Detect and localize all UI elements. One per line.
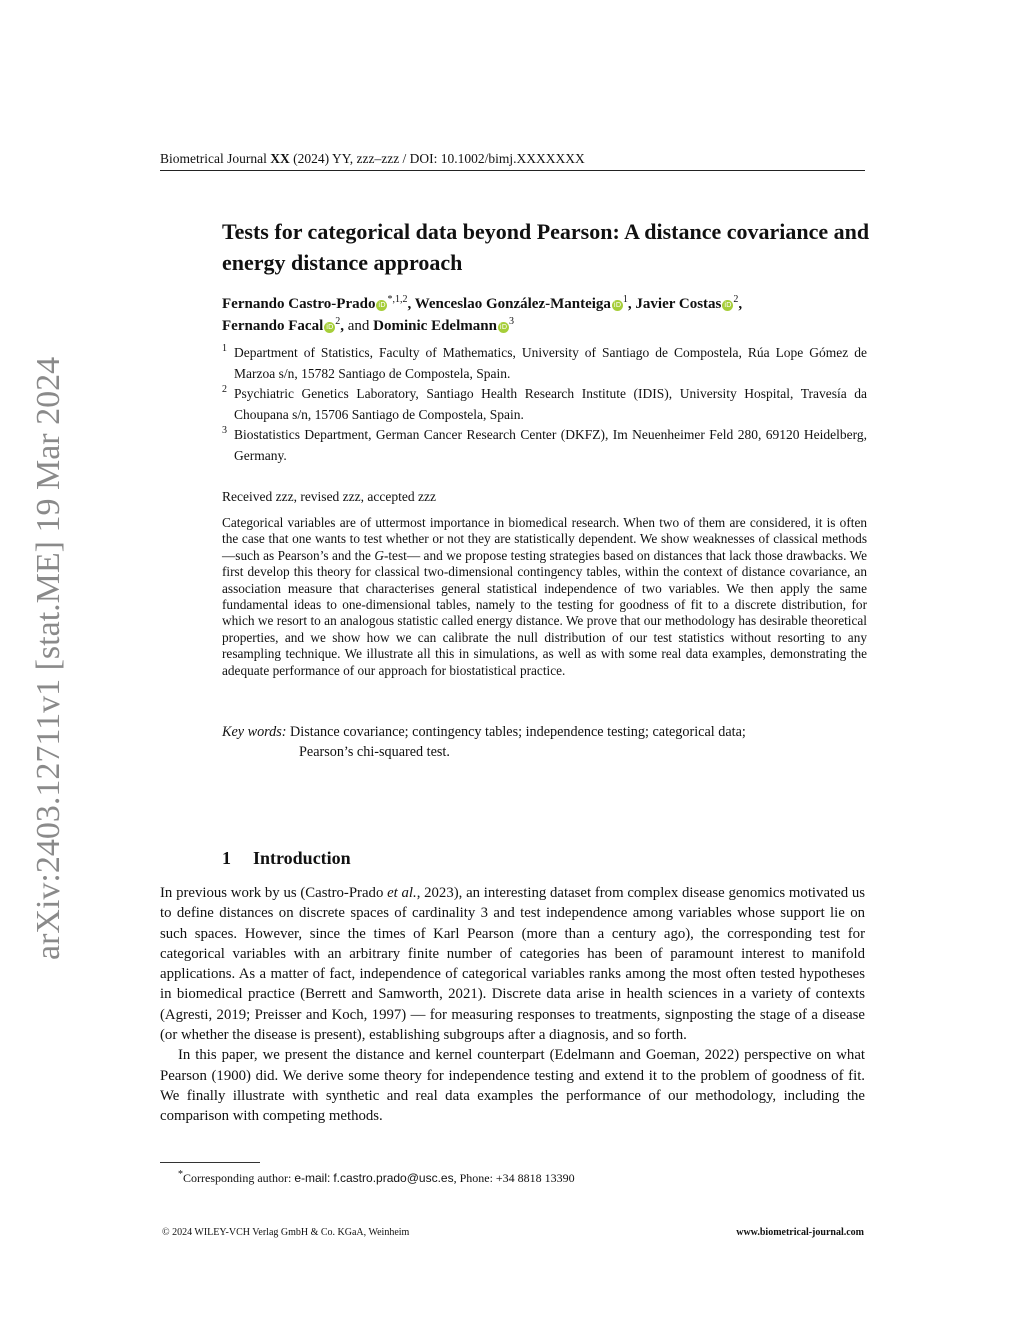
affiliation-number: 3 <box>222 425 227 436</box>
footnote-mark: * <box>178 1169 183 1180</box>
email-link[interactable]: f.castro.prado@usc.es <box>333 1171 454 1185</box>
author-affil-sup: 2 <box>335 316 341 327</box>
body-paragraph: In this paper, we present the distance and kernel counterpart (Edelmann and Goeman, 2022) perspective on what Pearson (1900) did. We derive some theory for independence testing and extend it to the problem of goodness of fit. We finally illustrate with synthetic and real data examples the performance of our methodology, including the comparison with competing methods. <box>160 1047 865 1125</box>
orcid-icon[interactable]: iD <box>378 301 386 309</box>
paragraph-text: , 2023), an interesting dataset from complex disease genomics motivated us to define distances on discrete spaces of cardinality 3 and test independence among variables whose support lie on such spaces. However, since the times of Karl Pearson (more than a century ago), the corresponding test for categorical variables with an arbitrary finite number of categories has been of paramount interest to manifold applications. As a matter of fact, independence of categorical variables ranks among the most often tested hypotheses in biomedical practice (Berrett and Samworth, 2021). Discrete data arise in health sciences in a variety of contexts (Agresti, 2019; Preisser and Koch, 1997) — for measuring responses to treatments, signposting the stage of a disease (or whether the disease is present), establishing subgroups after a diagnosis, and so forth. <box>160 885 865 1044</box>
footnote-phone: , Phone: +34 8818 13390 <box>453 1171 575 1185</box>
keywords-line1: Distance covariance; contingency tables; independence testing; categorical data; <box>290 724 746 740</box>
section-title: Introduction <box>253 848 351 868</box>
keywords <box>222 722 867 762</box>
abstract-text-part1: Categorical variables are of uttermost importance in biomedical research. When two of them are considered, it is often the case that one wants to test whether or not they are statistically dependent. We show weaknesses of classical methods —such as Pearson’s and the <box>222 515 867 563</box>
affiliation-item <box>222 425 867 466</box>
journal-name: Biometrical Journal <box>160 151 267 166</box>
keywords-label: Key words: <box>222 724 287 740</box>
footnote-label: Corresponding author: <box>183 1171 292 1185</box>
author-connector: and <box>347 318 370 334</box>
abstract-g-symbol: G <box>374 547 384 563</box>
author-name: Dominic Edelmann <box>373 318 497 334</box>
author-affil-sup: *,1,2 <box>387 294 408 305</box>
affiliation-number: 2 <box>222 384 227 395</box>
abstract <box>222 515 867 679</box>
journal-url-footer[interactable]: www.biometrical-journal.com <box>736 1227 864 1238</box>
author-name: Fernando Castro-Prado <box>222 296 376 312</box>
author-affil-sup: 1 <box>622 294 628 305</box>
orcid-icon[interactable]: iD <box>724 301 732 309</box>
orcid-icon[interactable]: iD <box>326 323 334 331</box>
affiliation-item <box>222 343 867 384</box>
citation-etal: et al. <box>387 885 417 901</box>
author-affil-sup: 3 <box>508 316 514 327</box>
affiliation-text: Department of Statistics, Faculty of Mathematics, University of Santiago de Compostela, Rúa Lope Gómez de Marzoa s/n, 15782 Santiago de Compostela, Spain. <box>234 345 867 381</box>
introduction-body <box>160 883 865 1127</box>
footnote <box>178 1170 575 1186</box>
orcid-icon[interactable]: iD <box>499 323 508 331</box>
abstract-text-part2: -test— and we propose testing strategies based on distances that lack those drawbacks. We first develop this theory for classical two-dimensional contingency tables, within the context of distance covariance, an association measure that characterises general statistical independence of two variables. We then apply the same fundamental ideas to one-dimensional tables, namely to the testing for goodness of fit to a discrete distribution, for which we resort to an analogous statistic called energy distance. We prove that our methodology has desirable theoretical properties, and we show how we can calibrate the null distribution of our test statistics without resorting to any resampling technique. We illustrate all this in simulations, as well as with some real data examples, demonstrating the adequate performance of our approach for biostatistical practice. <box>222 547 868 678</box>
orcid-icon[interactable]: iD <box>613 301 622 309</box>
author-name: Wenceslao González-Manteiga <box>414 296 611 312</box>
affiliation-text: Biostatistics Department, German Cancer Research Center (DKFZ), Im Neuenheimer Feld 280, 69120 Heidelberg, Germany. <box>234 427 867 463</box>
author-affil-sup: 2 <box>733 294 739 305</box>
author-name: Javier Costas <box>635 296 722 312</box>
affiliation-list <box>222 343 867 466</box>
affiliation-number: 1 <box>222 343 227 354</box>
arxiv-sidebar-stamp: arXiv:2403.12711v1 [stat.ME] 19 Mar 2024 <box>30 356 67 960</box>
journal-citation: (2024) YY, zzz–zzz / DOI: 10.1002/bimj.XXXXXXX <box>289 151 585 166</box>
author-list: Fernando Castro-Prado iD $^{*,1,2}$, Wenceslao González-Manteiga iD $^1$, Javier Costas iD $^2$, Fernando Facal iD $^2$, and Dominic Edelmann iD $^3$ <box>222 294 743 334</box>
section-number: 1 <box>222 848 231 868</box>
footnote-rule <box>160 1162 260 1163</box>
affiliation-text: Psychiatric Genetics Laboratory, Santiago Health Research Institute (IDIS), University Hospital, Travesía da Choupana s/n, 15706 Santiago de Compostela, Spain. <box>234 386 867 422</box>
author-name: Fernando Facal <box>222 318 324 334</box>
email-label: e-mail: <box>294 1171 331 1185</box>
keywords-line2: Pearson’s chi-squared test. <box>299 744 450 760</box>
copyright-footer: © 2024 WILEY-VCH Verlag GmbH & Co. KGaA, Weinheim <box>162 1227 410 1238</box>
running-header <box>160 150 865 171</box>
affiliation-item <box>222 384 867 425</box>
journal-volume: XX <box>270 151 290 166</box>
paragraph-text: In previous work by us (Castro-Prado <box>160 885 388 901</box>
paper-title: Tests for categorical data beyond Pearson: A distance covariance and energy distance approach <box>222 219 870 275</box>
received-dates: Received zzz, revised zzz, accepted zzz <box>222 489 436 504</box>
body-paragraph <box>160 883 865 1045</box>
section-heading <box>222 847 351 869</box>
